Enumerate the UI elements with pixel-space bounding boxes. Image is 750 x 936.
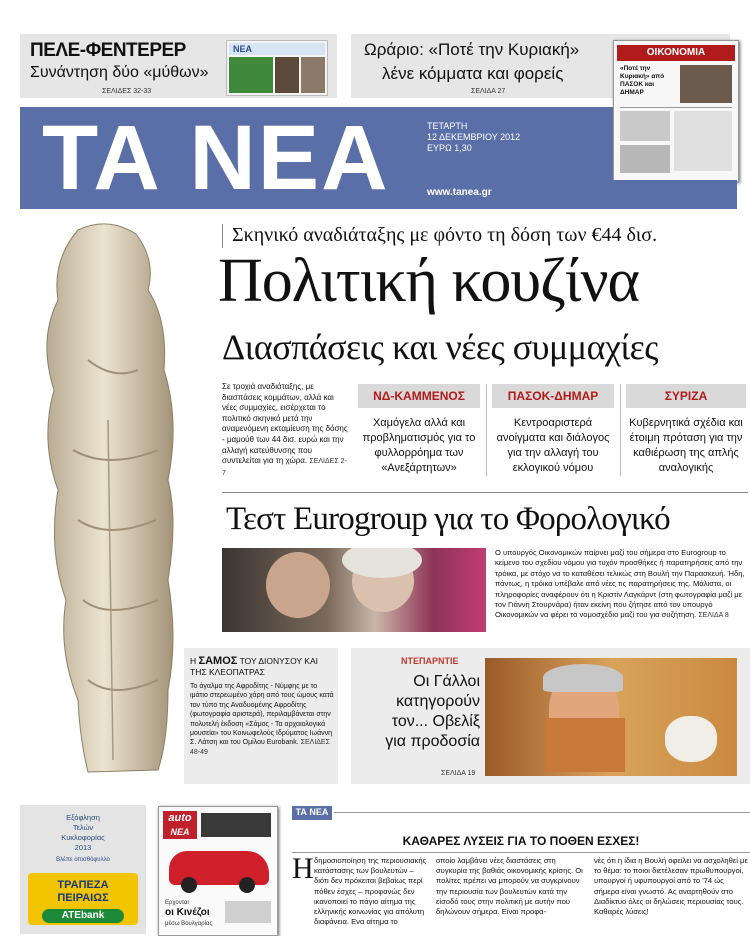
ad-text bbox=[20, 813, 146, 865]
masthead-bar bbox=[20, 107, 613, 209]
samos-text: Το άγαλμα της Αφροδίτης - Νύμφης με το ιμάτιο στερεωμένο χάρη από τους ώμους κατά τον τύπο της Αναδυομένης Αφροδίτης (φωτογραφία αριστερά), περιλαμβάνεται στην πολυτελή έκδοση «Σάμος - Τα αρχαιολογικά μουσεία» του Κοινωφελούς Ιδρύματος Ιωάννη Σ. Λάτση και του Ομίλου Eurobank. bbox=[190, 683, 334, 747]
ad-bank2: ΠΕΙΡΑΙΩΣ bbox=[57, 892, 109, 904]
promo-orario-line1: Ωράριο: «Ποτέ την Κυριακή» bbox=[364, 40, 580, 59]
promo-orario-pages: ΣΕΛΙΔΑ 27 bbox=[471, 88, 506, 95]
samos-title-post: ΤΟΥ ΔΙΟΝΥΣΟΥ ΚΑΙ ΤΗΣ ΚΛΕΟΠΑΤΡΑΣ bbox=[190, 656, 318, 677]
promo-orario-thumbnail bbox=[613, 40, 739, 182]
main-kicker: Σκηνικό αναδιάταξης με φόντο τη δόση των €44 δισ. bbox=[232, 224, 658, 246]
samos-text-block bbox=[190, 682, 336, 757]
promo-orario-thumb-title: ΟΙΚΟΝΟΜΙΑ bbox=[646, 47, 706, 58]
promo-pele-subtitle: Συνάντηση δύο «μύθων» bbox=[30, 64, 209, 81]
asterix-line1: Οι Γάλλοι bbox=[413, 673, 480, 690]
masthead-price: ΕΥΡΩ 1,30 bbox=[427, 143, 472, 153]
promo-pele-thumb-title: ΝΕΑ bbox=[233, 44, 253, 54]
asterix-line2: κατηγορούν bbox=[396, 693, 480, 710]
promo-orario-thumb-headline: «Ποτέ την Κυριακή» από ΠΑΣΟΚ και ΔΗΜΑΡ bbox=[620, 65, 665, 96]
eurogroup-text-block bbox=[495, 548, 749, 622]
auto-logo-top: auto bbox=[168, 812, 192, 824]
ad-bank-logo bbox=[28, 873, 138, 925]
divider bbox=[222, 492, 748, 493]
editorial-title: ΚΑΘΑΡΕΣ ΛΥΣΕΙΣ ΓΙΑ ΤΟ ΠΟΘΕΝ ΕΣΧΕΣ! bbox=[402, 834, 640, 848]
main-subhead[interactable]: Διασπάσεις και νέες συμμαχίες bbox=[222, 327, 658, 367]
ad-line1: Εξόφληση bbox=[66, 813, 100, 822]
column-pasok-text: Κεντροαριστερά ανοίγματα και διάλογος για την αλλαγή του εκλογικού νόμου bbox=[496, 417, 610, 474]
eurogroup-pages: ΣΕΛΙΔΑ 8 bbox=[698, 612, 729, 620]
auto-line1: Ερχονται bbox=[165, 900, 189, 906]
eurogroup-headline[interactable]: Τεστ Eurogroup για το Φορολογικό bbox=[226, 501, 670, 537]
ad-line5: Βλέπε οπισθόφυλλο bbox=[56, 857, 110, 863]
auto-line2: οι Κινέζοι bbox=[165, 907, 210, 918]
main-headline[interactable]: Πολιτική κουζίνα bbox=[218, 247, 639, 315]
promo-orario-line2: λένε κόμματα και φορείς bbox=[382, 64, 564, 83]
samos-title-pre: Η bbox=[190, 656, 199, 666]
asterix-photo bbox=[485, 658, 737, 776]
ad-box[interactable] bbox=[20, 805, 146, 934]
column-nd[interactable] bbox=[358, 384, 480, 476]
eurogroup-text: Ο υπουργός Οικονομικών παίρνει μαζί του σήμερα στο Eurogroup το κείμενο του σχεδίου νόμου για τυχόν προσθήκες ή παρατηρήσεις από την τρόικα, με στόχο να το καταθέσει τελικώς στη Βουλή την Παρασκευή. Ήδη, πάντως, η τρόικα υπέβαλε από νέες τις παρατηρήσεις της. Μάλιστα, οι πληροφορίες αναφέρουν ότι η Κριστίν Λαγκάρντ (στη φωτογραφία μαζί με τον Γιάννη Στουρνάρα) ήταν εκείνη που ζήτησε από τον υπουργό Οικονομικών να φέρει το νομοσχέδιο μαζί του για συζήτηση. bbox=[495, 548, 745, 620]
ad-line3: Κυκλοφορίας bbox=[61, 833, 105, 842]
editorial-col2: οποίο λαμβάνει νέες διαστάσεις στη συγκυρία της βαθιάς οικονομικής κρίσης. Οι πολίτες πρέπει να μπορούν να συγκρίνουν την περιουσία των βουλευτών κατά την είσοδό τους στην πολιτική με αυτήν που δηλώνουν σήμερα. Είναι προφα- bbox=[436, 856, 583, 917]
editorial-dropcap: Η bbox=[292, 852, 314, 885]
auto-thumbnail[interactable] bbox=[158, 806, 278, 936]
column-nd-label: ΝΔ-ΚΑΜΜΕΝΟΣ bbox=[358, 384, 480, 408]
auto-line3: μέσω Βουλγαρίας bbox=[165, 921, 213, 927]
ad-line4: 2013 bbox=[74, 843, 92, 852]
asterix-line3: τον... Οβελίξ bbox=[391, 713, 480, 730]
main-lead bbox=[222, 382, 350, 479]
asterix-label: ΝΤΕΠΑΡΝΤΙΕ bbox=[401, 656, 459, 666]
editorial-col1: δημοσιοποίηση της περιουσιακής κατάστασης των βουλευτών – διότι δεν πρόκειται βεβαίως περί πόθεν έσχες – προφανώς δεν ικανοποιεί το πάγιο αίτημα της ελληνικής κοινωνίας για απόλυτη διαφάνεια. Ενα αίτημα το bbox=[314, 856, 427, 927]
masthead-logo[interactable]: ΤΑ ΝΕΑ bbox=[42, 107, 390, 209]
promo-pele-thumbnail bbox=[226, 40, 328, 96]
masthead-url[interactable]: www.tanea.gr bbox=[427, 187, 492, 198]
asterix-box[interactable] bbox=[351, 648, 750, 784]
main-lead-pages: ΣΕΛΙΔΕΣ 2-7 bbox=[222, 458, 347, 477]
editorial-box[interactable] bbox=[284, 806, 750, 934]
samos-box[interactable] bbox=[184, 648, 338, 784]
promo-pele-pages: ΣΕΛΙΔΕΣ 32-33 bbox=[102, 88, 152, 95]
samos-title bbox=[190, 656, 336, 678]
auto-logo-bottom: ΝΕΑ bbox=[170, 827, 190, 837]
column-pasok-label: ΠΑΣΟΚ-ΔΗΜΑΡ bbox=[492, 384, 614, 408]
column-syriza-label: ΣΥΡΙΖΑ bbox=[626, 384, 746, 408]
column-pasok[interactable] bbox=[492, 384, 614, 476]
editorial-col3: νές ότι η ίδια η Βουλή οφείλει να ασχοληθεί με το θέμα: το ποιοι διετέλεσαν πρωθυπουργοί, υπουργοί ή υφυπουργοί από το '74 ώς σήμερα είναι γνωστό. Ας αναρτηθούν στο Διαδίκτυο όλες οι δηλώσεις περιουσίας τους. Καθαρές λύσεις! bbox=[594, 856, 748, 917]
promo-pele[interactable] bbox=[20, 34, 337, 98]
column-nd-text: Χαμόγελα αλλά και προβληματισμός για το φυλλορρόημα των «Ανεξάρτητων» bbox=[362, 417, 476, 474]
main-lead-text: Σε τροχιά αναδιάταξης, με διασπάσεις κομμάτων, αλλά και νέες συμμαχίες, εισέρχεται το πολιτικό σκηνικό μετά την αναμενόμενη εκταμίευση της δόσης - μαμούθ των 44 δισ. ευρώ και την αλλαγή κατεύθυνσης που συντελείται για τη χώρα. bbox=[222, 382, 348, 466]
asterix-pages: ΣΕΛΙΔΑ 19 bbox=[441, 770, 476, 777]
statue-photo bbox=[18, 220, 196, 780]
column-syriza-text: Κυβερνητικά σχέδια και έτοιμη πρόταση για την καθιέρωση της απλής αναλογικής bbox=[629, 417, 743, 474]
promo-pele-title: ΠΕΛΕ-ΦΕΝΤΕΡΕΡ bbox=[30, 40, 186, 61]
auto-logo bbox=[163, 811, 197, 839]
asterix-line4: για προδοσία bbox=[385, 733, 480, 750]
editorial-logo: ΤΑ ΝΕΑ bbox=[295, 807, 329, 817]
ad-bank1: ΤΡΑΠΕΖΑ bbox=[57, 879, 109, 891]
ad-bank3: ATEbank bbox=[61, 910, 105, 921]
ad-bank-name bbox=[28, 879, 138, 905]
asterix-headline bbox=[385, 672, 480, 752]
samos-title-highlight: ΣΑΜΟΣ bbox=[198, 655, 238, 667]
masthead-day: ΤΕΤΑΡΤΗ bbox=[427, 121, 468, 131]
samos-pages: ΣΕΛΙΔΕΣ 48-49 bbox=[190, 739, 330, 756]
ad-line2: Τελών bbox=[72, 823, 94, 832]
masthead-bar-extension bbox=[613, 180, 737, 209]
eurogroup-photo bbox=[222, 548, 486, 632]
masthead-date: 12 ΔΕΚΕΜΒΡΙΟΥ 2012 bbox=[427, 132, 521, 142]
statue-illustration bbox=[18, 220, 196, 780]
column-syriza[interactable] bbox=[626, 384, 746, 476]
